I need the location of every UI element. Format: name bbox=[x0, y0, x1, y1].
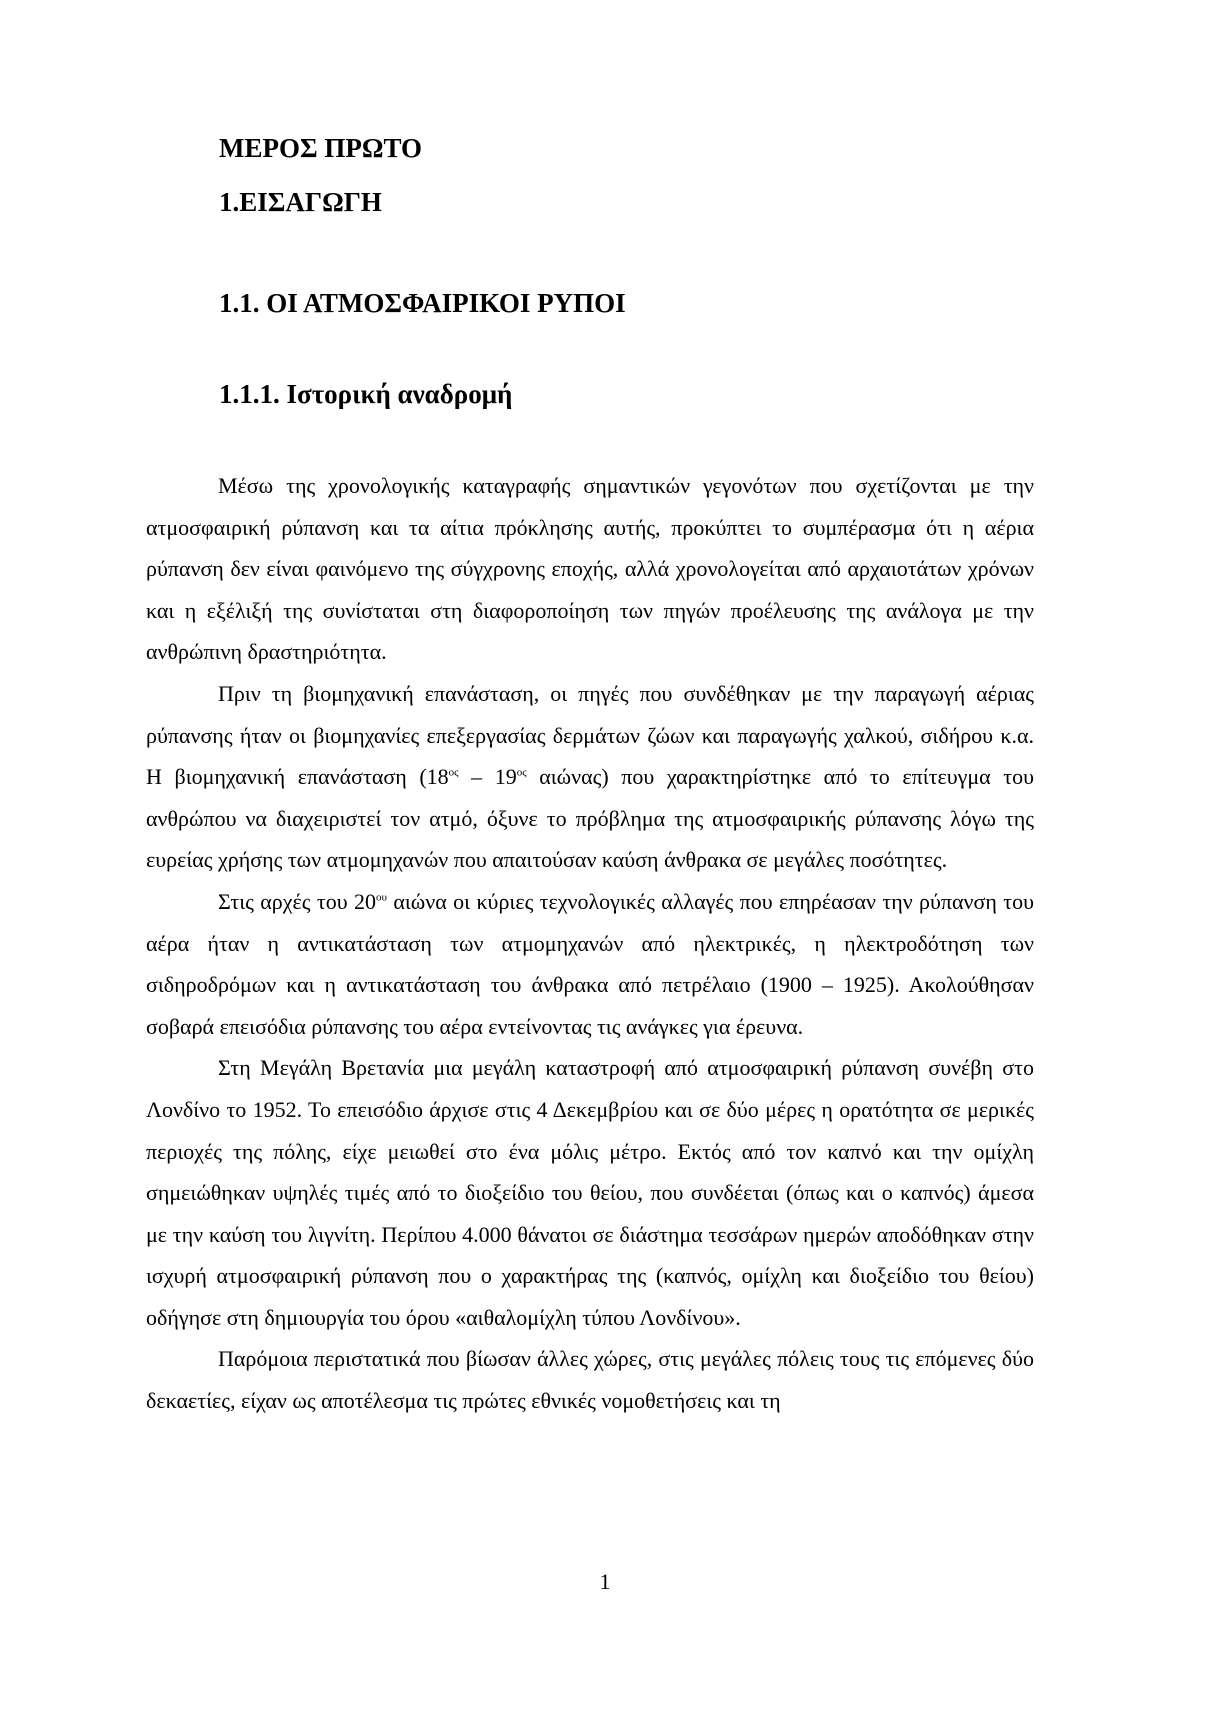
paragraph-history-intro: Μέσω της χρονολογικής καταγραφής σημαντικών γεγονότων που σχετίζονται με την ατμοσφαιρική ρύπανση και τα αίτια πρόκλησης αυτής, προκύπτει το συμπέρασμα ότι η αέρια ρύπανση δεν είναι φαινόμενο της σύγχρονης εποχής, αλλά χρονολογείται από αρχαιοτάτων χρόνων και η εξέλιξή της συνίσταται στη διαφοροποίηση των πηγών προέλευσης της ανάλογα με την ανθρώπινη δραστηριότητα. bbox=[146, 473, 1034, 665]
subsection-title: 1.1.1. Ιστορική αναδρομή bbox=[219, 379, 513, 409]
ordinal-superscript: ος bbox=[516, 766, 527, 779]
paragraph-text: Πριν τη βιομηχανική επανάσταση, οι πηγές που συνδέθηκαν με την παραγωγή αέριας ρύπανσης ήταν οι βιομηχανίες επεξεργασίας δερμάτων ζώων και παραγωγής χαλκού, σιδήρου κ.α. Η βιομηχανική επανάσταση (18 bbox=[146, 680, 1034, 790]
ordinal-superscript: ος bbox=[448, 766, 459, 779]
paragraph-legislation: Παρόμοια περιστατικά που βίωσαν άλλες χώρες, στις μεγάλες πόλεις τους τις επόμενες δύο δεκαετίες, είχαν ως αποτέλεσμα τις πρώτες εθνικές νομοθετήσεις και τη bbox=[146, 1346, 1034, 1414]
body-text bbox=[146, 465, 1034, 1422]
page-number: 1 bbox=[599, 1569, 611, 1594]
paragraph-text: αιώνας) που χαρακτηρίστηκε από το επίτευγμα του ανθρώπου να διαχειριστεί τον ατμό, όξυνε το πρόβλημα της ατμοσφαιρικής ρύπανσης λόγω της ευρείας χρήσης των ατμομηχανών που απαιτούσαν καύση άνθρακα σε μεγάλες ποσότητες. bbox=[146, 764, 1035, 873]
section-title: 1.1. ΟΙ ΑΤΜΟΣΦΑΙΡΙΚΟΙ ΡΥΠΟΙ bbox=[219, 288, 626, 318]
part-title: ΜΕΡΟΣ ΠΡΩΤΟ bbox=[219, 133, 423, 163]
paragraph-industrial-revolution bbox=[146, 673, 1034, 881]
ordinal-superscript: ου bbox=[376, 891, 387, 904]
paragraph-twentieth-century bbox=[146, 881, 1034, 1047]
chapter-title: 1.ΕΙΣΑΓΩΓΗ bbox=[219, 187, 382, 217]
paragraph-london-smog: Στη Μεγάλη Βρετανία μια μεγάλη καταστροφή από ατμοσφαιρική ρύπανση συνέβη στο Λονδίνο το 1952. Το επεισόδιο άρχισε στις 4 Δεκεμβρίου και σε δύο μέρες η ορατότητα σε μερικές περιοχές της πόλης, είχε μειωθεί στο ένα μόλις μέτρο. Εκτός από τον καπνό και την ομίχλη σημειώθηκαν υψηλές τιμές από το διοξείδιο του θείου, που συνδέεται (όπως και ο καπνός) άμεσα με την καύση του λιγνίτη. Περίπου 4.000 θάνατοι σε διάστημα τεσσάρων ημερών αποδόθηκαν στην ισχυρή ατμοσφαιρική ρύπανση που ο χαρακτήρας της (καπνός, ομίχλη και διοξείδιο του θείου) οδήγησε στη δημιουργία του όρου «αιθαλομίχλη τύπου Λονδίνου». bbox=[146, 1055, 1034, 1330]
paragraph-text: – 19 bbox=[458, 764, 517, 790]
paragraph-text: αιώνα οι κύριες τεχνολογικές αλλαγές που επηρέασαν την ρύπανση του αέρα ήταν η αντικατάσταση των ατμομηχανών από ηλεκτρικές, η ηλεκτροδότηση των σιδηροδρόμων και η αντικατάσταση του άνθρακα από πετρέλαιο (1900 – 1925). Ακολούθησαν σοβαρά επεισόδια ρύπανσης του αέρα εντείνοντας τις ανάγκες για έρευνα. bbox=[146, 888, 1034, 1039]
paragraph-text: Στις αρχές του 20 bbox=[218, 888, 377, 914]
